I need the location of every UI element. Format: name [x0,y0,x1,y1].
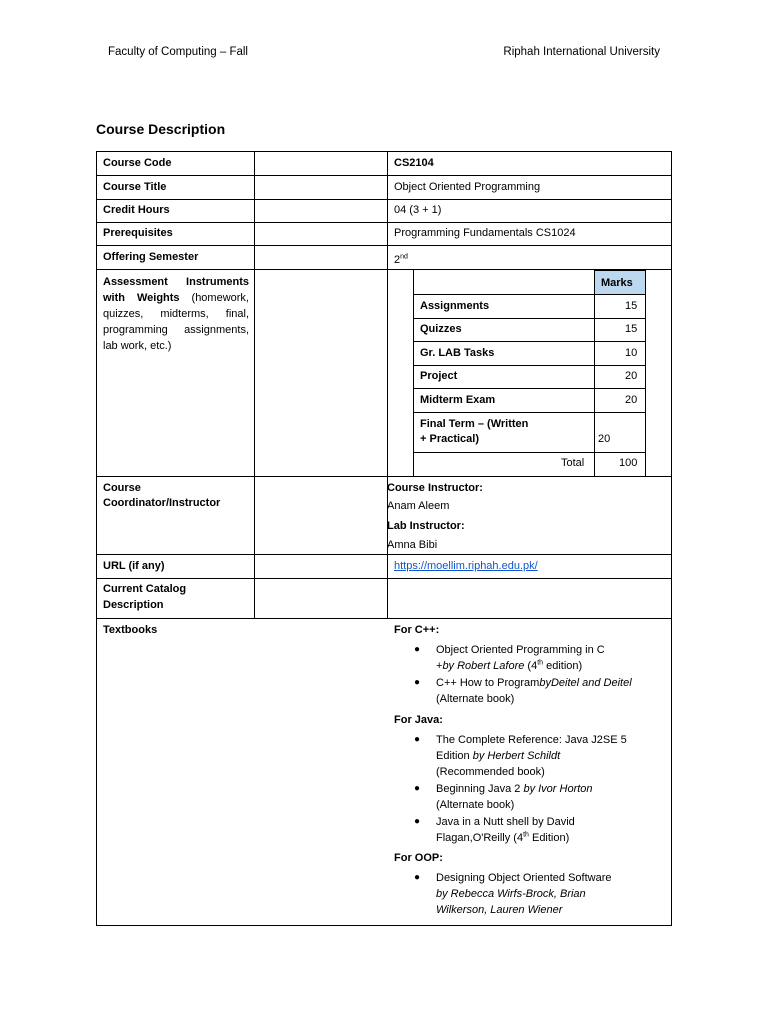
assessment-item-name: Assignments [420,300,490,312]
course-title-label: Course Title [103,181,167,193]
assessment-item-name: Midterm Exam [420,394,496,406]
bullet-icon: ● [414,644,421,655]
textbook-item: (Alternate book) [436,693,515,705]
assessment-item-marks: 20 [625,370,638,382]
assessment-item-name: Final Term – (Written [420,418,529,430]
textbook-item: Beginning Java 2 by Ivor Horton [436,783,593,795]
bullet-icon: ● [414,677,421,688]
textbook-item: Edition by Herbert Schildt [436,750,561,762]
assessment-item-name: Gr. LAB Tasks [420,347,495,359]
bullet-icon: ● [414,816,421,827]
course-code-value: CS2104 [394,157,434,169]
textbooks-label: Textbooks [103,624,158,636]
java-heading: For Java: [394,714,443,726]
textbook-item: Wilkerson, Lauren Wiener [436,904,563,916]
lab-instructor-name: Amna Bibi [387,539,438,551]
offering-semester-value: 2nd [394,253,408,266]
cpp-heading: For C++: [394,624,440,636]
assessment-label: Assessment Instruments with Weights (homework, quizzes, midterms, final, programming assignments, lab work, etc.) [103,276,249,352]
assessment-item-marks: 20 [598,433,611,445]
assessment-item-marks: 10 [625,347,638,359]
course-url-link[interactable]: https://moellim.riphah.edu.pk/ [394,560,538,572]
total-value: 100 [619,457,638,469]
bullet-icon: ● [414,872,421,883]
prerequisites-value: Programming Fundamentals CS1024 [394,227,576,239]
assessment-item-name: Quizzes [420,323,462,335]
course-instructor-name: Anam Aleem [387,500,450,512]
header-right: Riphah International University [503,46,660,58]
catalog-label: Current Catalog [103,583,187,595]
textbook-item: (Alternate book) [436,799,515,811]
textbook-item: Flagan,O'Reilly (4th Edition) [436,831,570,844]
textbook-item: Designing Object Oriented Software [436,872,612,884]
textbook-item: (Recommended book) [436,766,545,778]
offering-semester-label: Offering Semester [103,251,199,263]
course-title-value: Object Oriented Programming [394,181,541,193]
bullet-icon: ● [414,783,421,794]
textbook-item: The Complete Reference: Java J2SE 5 [436,734,627,746]
section-title: Course Description [96,121,226,137]
bullet-icon: ● [414,734,421,745]
textbook-item: Object Oriented Programming in C [436,644,605,656]
coordinator-label: Course [103,482,141,494]
assessment-item-marks: 15 [625,323,638,335]
credit-hours-label: Credit Hours [103,204,170,216]
assessment-item-marks: 20 [625,394,638,406]
credit-hours-value: 04 (3 + 1) [394,204,442,216]
textbook-item: by Rebecca Wirfs-Brock, Brian [436,888,586,900]
catalog-label: Description [103,599,164,611]
lab-instructor-label: Lab Instructor: [387,520,465,532]
textbook-item: +by Robert Lafore (4th edition) [436,659,583,672]
oop-heading: For OOP: [394,852,443,864]
assessment-item-name: Project [420,370,458,382]
textbook-item: C++ How to ProgrambyDeitel and Deitel [436,677,632,689]
url-label: URL (if any) [103,560,165,572]
header-left: Faculty of Computing – Fall [108,46,248,58]
course-code-label: Course Code [103,157,172,169]
assessment-item-name: + Practical) [420,433,480,445]
coordinator-label: Coordinator/Instructor [103,497,221,509]
total-label: Total [561,457,585,469]
course-instructor-label: Course Instructor: [387,482,483,494]
textbook-item: Java in a Nutt shell by David [436,816,575,828]
marks-header: Marks [601,277,633,289]
prerequisites-label: Prerequisites [103,227,173,239]
assessment-item-marks: 15 [625,300,638,312]
